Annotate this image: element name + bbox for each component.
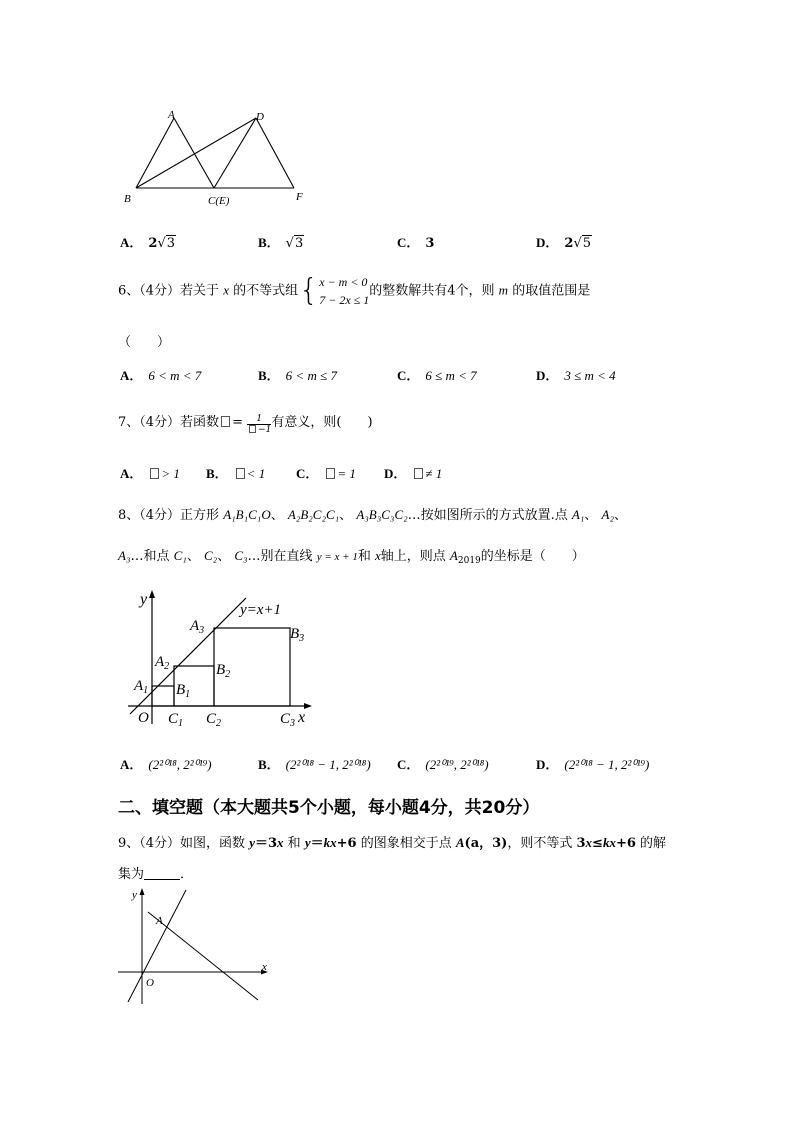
y-axis-label: y [140,591,148,608]
line-label: y=x+1 [240,602,282,618]
label-B3: $B_3$ [290,626,305,644]
label-B2: $B_2$ [216,662,231,680]
label-A: A [168,109,175,121]
label-B: B [124,193,131,205]
label-C1: $C_1$ [168,711,184,728]
q9-stem-line1: 9、（4分）如图，函数 y＝3x 和 y＝kx+6 的图象相交于点 A(a，3)，则不等式 3x≤kx+6 的解 [118,835,667,851]
squares-figure [126,586,326,728]
label-CE: C(E) [208,195,230,207]
label-B1: $B_1$ [176,682,191,700]
q5-option-d: D． 2√5 [536,235,592,251]
q6-option-c: C． 6 ≤ m < 7 [397,368,477,383]
q6-option-a: A． 6 < m < 7 [120,368,202,383]
origin-label: O [146,977,154,989]
q6-stem: 6、（4分）若关于 x 的不等式组{x − m < 0 7 − 2x ≤ 1的整数解共有4个，则 m 的取值范围是 [118,273,591,308]
label-F: F [296,191,303,203]
label-D: D [256,111,264,123]
q6-option-b: B． 6 < m ≤ 7 [258,368,337,383]
q8-option-c: C． (2²⁰¹⁹, 2²⁰¹⁸) [397,757,489,772]
q7-stem: 7、（4分）若函数 = $\frac{1}{-1}$ 有意义，则( ) [118,414,373,435]
point-A-label: A [156,915,163,927]
label-C2: $C_2$ [206,711,222,728]
q8-option-b: B． (2²⁰¹⁸ − 1, 2²⁰¹⁸) [258,757,371,772]
label-A1: $A_1$ [134,678,149,696]
q8-stem-line2: A₃…和点 C₁、 C₂、 C₃…别在直线 y = x + 1和 x轴上，则点 $A_{2019}$的坐标是（ ） [118,548,585,566]
q7-option-b: B． < 1 [206,466,266,481]
section-heading: 二、填空题（本大题共5个小题，每小题4分，共20分） [118,798,540,818]
q7-option-a: A． > 1 [120,466,180,481]
q8-option-a: A． (2²⁰¹⁸, 2²⁰¹⁹) [120,757,212,772]
q9-stem-line2: 集为 ． [118,867,194,882]
label-A2: $A_2$ [155,654,170,672]
q8-option-d: D． (2²⁰¹⁸ − 1, 2²⁰¹⁹) [536,757,650,772]
q5-option-c: C． 3 [397,235,435,251]
q8-stem-line1: 8、（4分）正方形 A₁B₁C₁O、 A₂B₂C₂C₁、 A₃B₃C₃C₂…按如图所示的方式放置.点 A₁、 A₂、 [118,507,628,523]
y-axis-label: y [132,889,137,901]
q7-option-c: C． = 1 [296,466,356,481]
q7-option-d: D． ≠ 1 [384,466,443,481]
answer-blank[interactable] [144,867,180,880]
triangle-figure [118,106,318,211]
x-axis-label: x [262,961,267,973]
q6-paren: （ ） [118,335,171,350]
label-A3: $A_3$ [190,618,205,636]
origin-label: O [138,710,149,726]
label-C3: $C_3$ [280,711,296,728]
x-axis-label: x [298,709,306,726]
q6-option-d: D． 3 ≤ m < 4 [536,368,616,383]
q5-option-b: B． √3 [258,235,304,251]
intersection-figure [114,884,274,1008]
q5-option-a: A． 2√3 [120,235,176,251]
